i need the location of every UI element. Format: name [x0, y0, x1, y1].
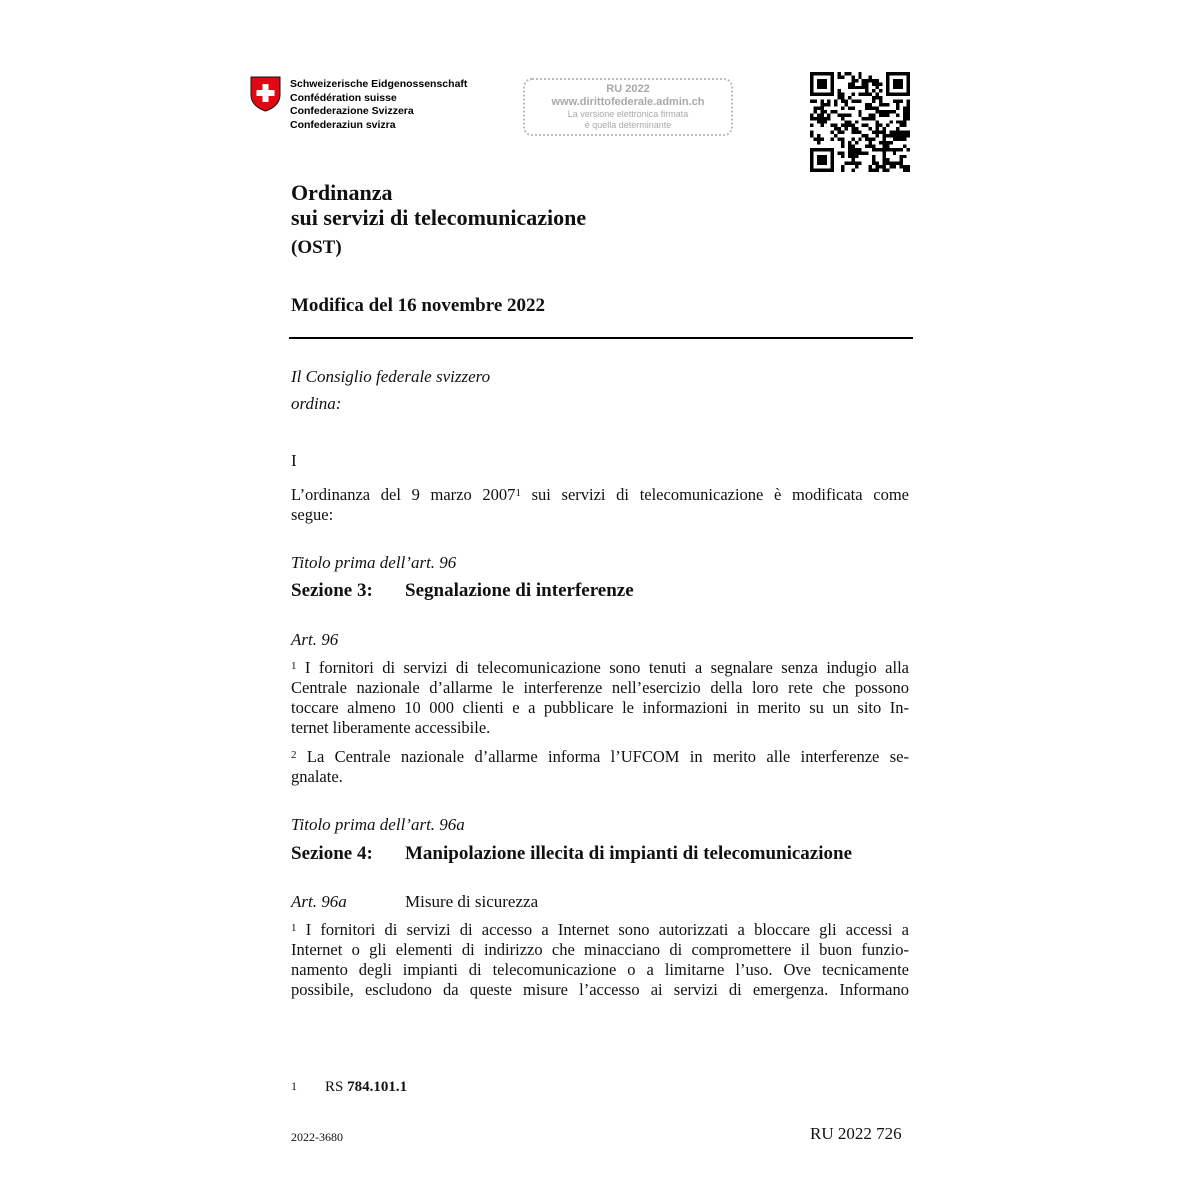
- issuer: Il Consiglio federale svizzero: [291, 367, 491, 386]
- section-3-number: Sezione 3:: [291, 580, 373, 601]
- art96-p1-line-3: toccare almeno 10 000 clienti e a pubblicare le informazioni in merito su un sito In-: [291, 698, 909, 717]
- section-4-heading: [291, 843, 852, 865]
- section-4-heading-note: Titolo prima dell’art. 96a: [291, 815, 465, 834]
- article-96a-title: Misure di sicurezza: [405, 892, 539, 911]
- confederation-name-de: Schweizerische Eidgenossenschaft: [290, 78, 468, 90]
- confederation-names: [290, 78, 467, 132]
- swiss-coat-of-arms-icon: [250, 76, 281, 112]
- art96a-p1-line-1: [291, 920, 909, 940]
- paragraph-number: 1: [291, 660, 297, 672]
- art96a-p1-line-2: Internet o gli elementi di indirizzo che minacciano di compromettere il buon funzio-: [291, 940, 909, 959]
- art96-p2-text-1: La Centrale nazionale d’allarme informa l’UFCOM in merito alle interferenze se-: [296, 747, 909, 766]
- intro-line-1: [291, 485, 909, 505]
- title-divider: [289, 337, 913, 339]
- document-title: [291, 180, 586, 230]
- confederation-name-fr: Confédération suisse: [290, 91, 397, 104]
- section-3-heading-note: Titolo prima dell’art. 96: [291, 553, 457, 572]
- footnote-prefix: RS: [325, 1079, 348, 1095]
- section-4-title: Manipolazione illecita di impianti di telecomunicazione: [405, 843, 853, 864]
- official-publication-stamp: [523, 78, 733, 136]
- section-3-title: Segnalazione di interferenze: [405, 580, 634, 601]
- confederation-name-it: Confederazione Svizzera: [290, 105, 414, 117]
- stamp-note-line2: è quella determinante: [584, 120, 672, 130]
- document-abbreviation: (OST): [291, 237, 342, 258]
- article-96-label: Art. 96: [291, 630, 339, 649]
- art96-p1-text-1: I fornitori di servizi di telecomunicazione sono tenuti a segnalare senza indugio alla: [296, 658, 909, 677]
- article-96a-label: Art. 96a: [291, 892, 347, 911]
- art96-p2-line-2: gnalate.: [291, 767, 343, 786]
- title-line-2: sui servizi di telecomunicazione: [291, 205, 587, 230]
- modification-date: Modifica del 16 novembre 2022: [291, 295, 546, 316]
- footnote-reference-link[interactable]: 784.101.1: [347, 1079, 408, 1095]
- article-96a-heading: [291, 892, 538, 912]
- intro-line-2: segue:: [291, 505, 334, 524]
- intro-text-rest: sui servizi di telecomunicazione è modificata come: [520, 485, 909, 504]
- stamp-website[interactable]: www.dirittofederale.admin.ch: [551, 96, 705, 108]
- art96-p2-line-1: [291, 747, 909, 767]
- paragraph-number: 1: [291, 922, 297, 934]
- intro-text-start: L’ordinanza del 9 marzo 2007: [291, 485, 516, 504]
- section-4-number: Sezione 4:: [291, 843, 373, 864]
- document-code: 2022-3680: [291, 1130, 343, 1144]
- section-3-heading: [291, 580, 634, 602]
- art96a-p1-line-3: namento degli impianti di telecomunicazione o a limitarne l’uso. Ove tecnicamente: [291, 960, 909, 979]
- article-96-paragraph-1: [291, 658, 909, 738]
- intro-paragraph: [291, 485, 909, 525]
- footnote-ref[interactable]: 1: [515, 487, 521, 499]
- roman-numeral-section: I: [291, 451, 297, 470]
- stamp-note-line1: La versione elettronica firmata: [567, 109, 689, 119]
- title-line-1: Ordinanza: [291, 180, 393, 205]
- stamp-collection: RU 2022: [606, 83, 650, 95]
- article-96-paragraph-2: [291, 747, 909, 787]
- qr-code-icon: [810, 72, 910, 172]
- art96-p1-line-1: [291, 658, 909, 678]
- paragraph-number: 2: [291, 749, 297, 761]
- art96-p1-line-2: Centrale nazionale d’allarme le interferenze nell’esercizio della loro rete che possono: [291, 678, 909, 697]
- art96a-p1-line-4: possibile, escludono da queste misure l’accesso ai servizi di emergenza. Informano: [291, 980, 909, 999]
- decree-verb: ordina:: [291, 394, 342, 413]
- art96-p1-line-4: ternet liberamente accessibile.: [291, 718, 491, 737]
- footnote-number: 1: [291, 1079, 297, 1093]
- article-96a-paragraph-1: [291, 920, 909, 1000]
- footnote-1: [291, 1079, 407, 1096]
- confederation-name-rm: Confederaziun svizra: [290, 118, 396, 131]
- art96a-p1-text-1: I fornitori di servizi di accesso a Internet sono autorizzati a bloccare gli accessi a: [296, 920, 909, 939]
- page-reference: RU 2022 726: [810, 1124, 902, 1143]
